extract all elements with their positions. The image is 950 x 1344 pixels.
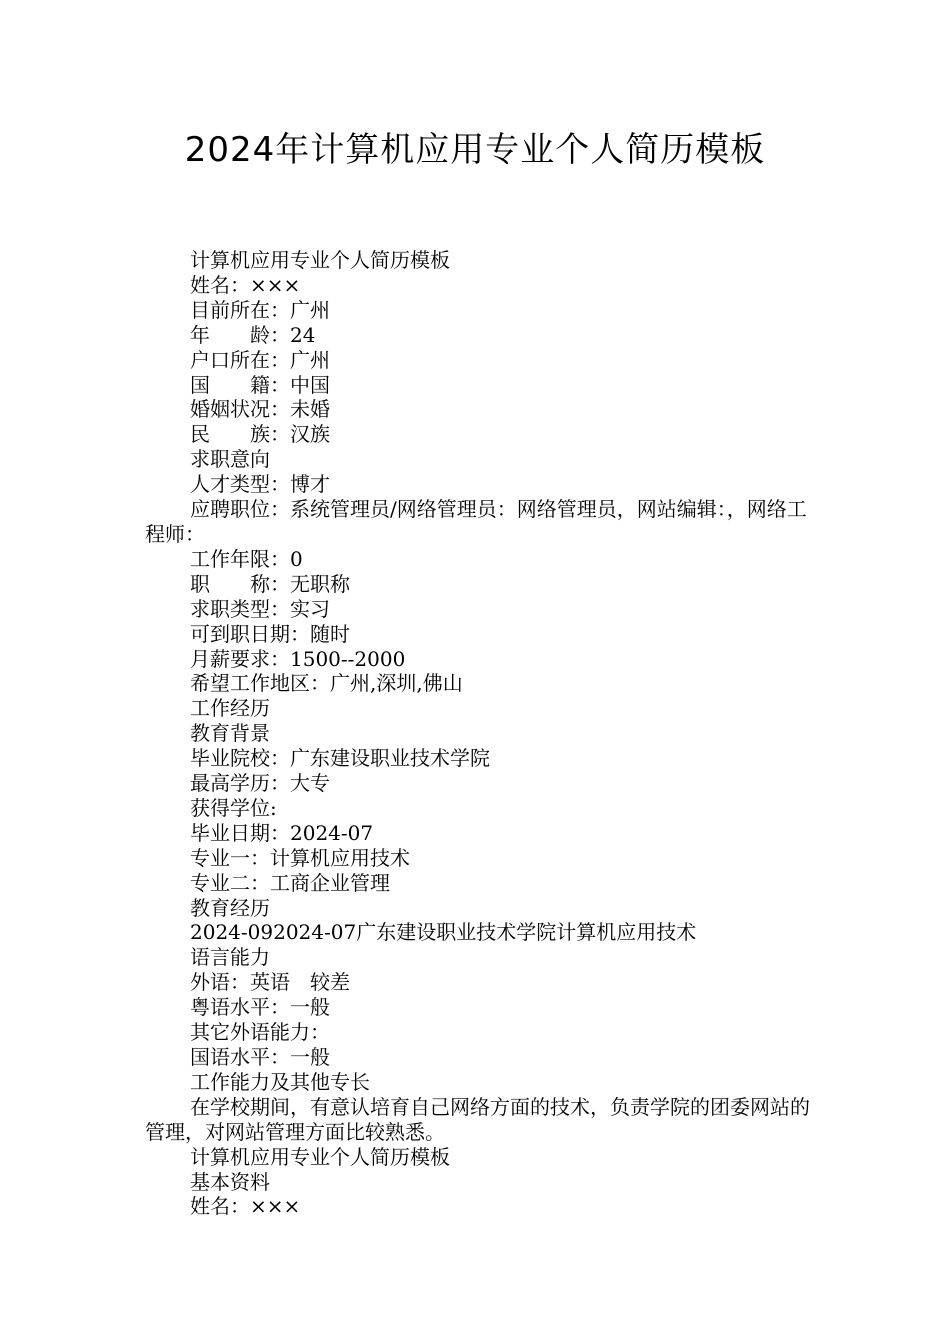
body-line: 目前所在：广州 <box>190 297 330 322</box>
body-line: 最高学历：大专 <box>190 771 330 796</box>
document-body <box>145 248 825 1219</box>
body-line: 求职意向 <box>190 447 270 472</box>
body-line: 职 称：无职称 <box>190 571 350 596</box>
body-line: 人才类型：博才 <box>190 472 330 497</box>
body-line: 工作能力及其他专长 <box>190 1069 370 1094</box>
body-line: 姓名：××× <box>190 1194 301 1219</box>
body-line: 语言能力 <box>190 945 270 970</box>
body-line: 2024-092024-07广东建设职业技术学院计算机应用技术 <box>190 920 697 945</box>
body-line: 教育背景 <box>190 721 270 746</box>
body-line: 工作年限：0 <box>190 546 303 571</box>
body-line: 毕业日期：2024-07 <box>190 820 374 845</box>
body-line: 民 族：汉族 <box>190 422 330 447</box>
body-line: 求职类型：实习 <box>190 596 330 621</box>
body-line: 教育经历 <box>190 895 270 920</box>
body-line: 毕业院校：广东建设职业技术学院 <box>190 746 490 771</box>
body-line: 婚姻状况：未婚 <box>190 397 330 422</box>
body-line: 外语：英语 较差 <box>190 970 350 995</box>
body-line: 户口所在：广州 <box>190 347 330 372</box>
body-line: 专业二：工商企业管理 <box>190 870 390 895</box>
body-line: 姓名：××× <box>190 272 301 297</box>
body-line: 基本资料 <box>190 1169 270 1194</box>
body-line: 年 龄：24 <box>190 322 316 347</box>
body-line: 其它外语能力： <box>190 1020 330 1045</box>
body-line: 粤语水平：一般 <box>190 995 330 1020</box>
body-line: 工作经历 <box>190 696 270 721</box>
body-line: 可到职日期：随时 <box>190 621 350 646</box>
body-line: 计算机应用专业个人简历模板 <box>190 248 450 272</box>
body-line: 月薪要求：1500--2000 <box>190 646 406 671</box>
body-line: 专业一：计算机应用技术 <box>190 845 410 870</box>
body-line: 希望工作地区：广州,深圳,佛山 <box>190 671 463 696</box>
body-line: 在学校期间，有意认培育自己网络方面的技术，负责学院的团委网站的管理，对网站管理方面比较熟悉。 <box>145 1094 810 1144</box>
document-title: 2024年计算机应用专业个人简历模板 <box>184 130 766 170</box>
body-line: 国语水平：一般 <box>190 1045 330 1069</box>
body-line: 国 籍：中国 <box>190 372 330 397</box>
body-line: 获得学位: <box>190 795 277 820</box>
body-line: 计算机应用专业个人简历模板 <box>190 1144 450 1169</box>
body-line: 应聘职位：系统管理员/网络管理员：网络管理员，网站编辑：，网络工程师： <box>145 497 807 546</box>
